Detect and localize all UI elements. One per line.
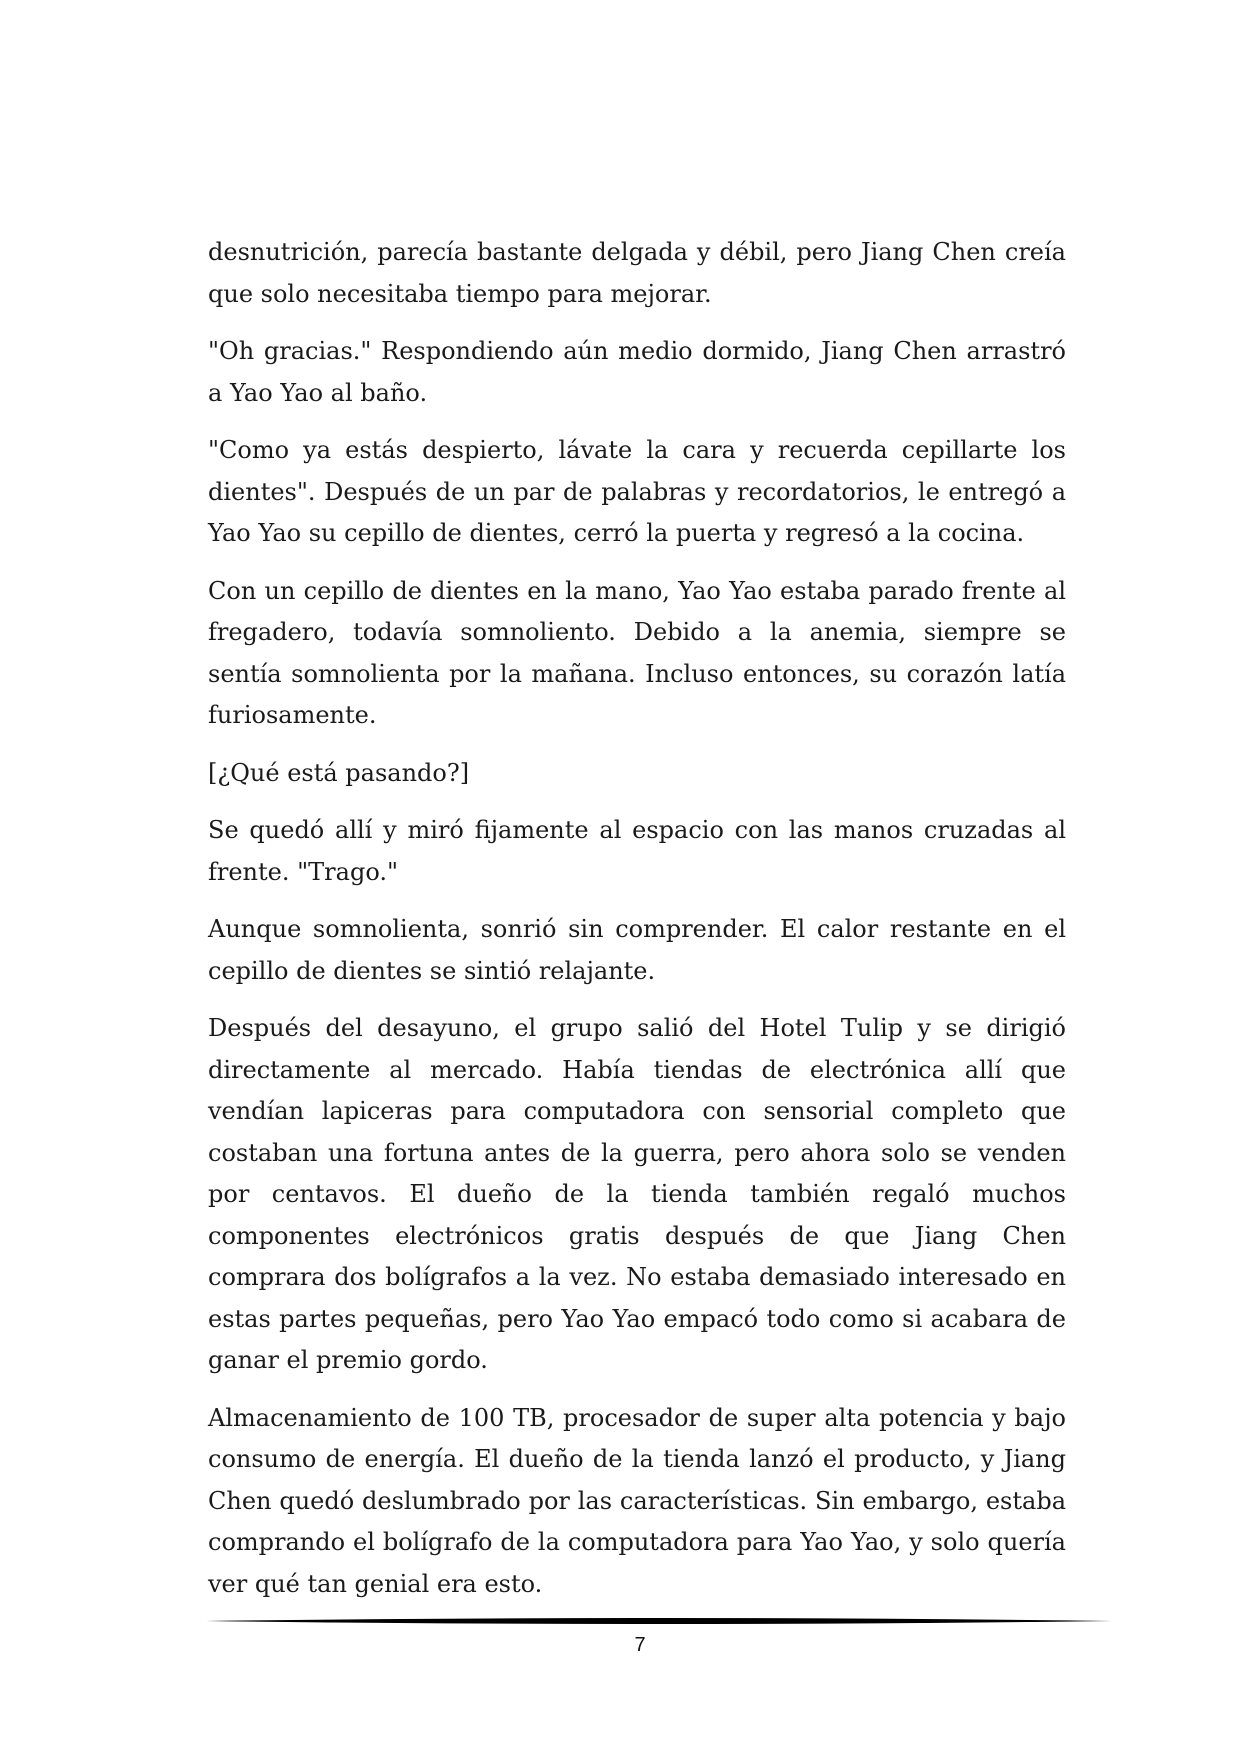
body-text bbox=[208, 232, 1066, 1621]
paragraph: [¿Qué está pasando?] bbox=[208, 758, 470, 787]
paragraph: desnutrición, parecía bastante delgada y débil, pero Jiang Chen creía que solo necesitaba tiempo para mejorar. bbox=[208, 238, 1066, 308]
page-number: 7 bbox=[634, 1634, 646, 1656]
paragraph: Después del desayuno, el grupo salió del Hotel Tulip y se dirigió directamente al mercado. Había tiendas de electrónica allí que vendían lapiceras para computadora con sensorial completo que costaban una fortuna antes de la guerra, pero ahora solo se venden por centavos. El dueño de la tienda también regaló muchos componentes electrónicos gratis después de que Jiang Chen comprara dos bolígrafos a la vez. No estaba demasiado interesado en estas partes pequeñas, pero Yao Yao empacó todo como si acabara de ganar el premio gordo. bbox=[208, 1014, 1066, 1374]
paragraph: "Como ya estás despierto, lávate la cara y recuerda cepillarte los dientes". Después de un par de palabras y recordatorios, le entregó a Yao Yao su cepillo de dientes, cerró la puerta y regresó a la cocina. bbox=[208, 436, 1066, 547]
footer-divider bbox=[206, 1616, 1112, 1626]
paragraph: "Oh gracias." Respondiendo aún medio dormido, Jiang Chen arrastró a Yao Yao al baño. bbox=[208, 337, 1066, 407]
paragraph: Almacenamiento de 100 TB, procesador de super alta potencia y bajo consumo de energía. El dueño de la tienda lanzó el producto, y Jiang Chen quedó deslumbrado por las características. Sin embargo, estaba comprando el bolígrafo de la computadora para Yao Yao, y solo quería ver qué tan genial era esto. bbox=[208, 1403, 1066, 1598]
paragraph: Aunque somnolienta, sonrió sin comprender. El calor restante en el cepillo de dientes se sintió relajante. bbox=[208, 915, 1066, 985]
paragraph: Con un cepillo de dientes en la mano, Yao Yao estaba parado frente al fregadero, todavía somnoliento. Debido a la anemia, siempre se sentía somnolienta por la mañana. Incluso entonces, su corazón latía furiosamente. bbox=[208, 576, 1066, 729]
paragraph: Se quedó allí y miró fijamente al espacio con las manos cruzadas al frente. "Trago." bbox=[208, 816, 1066, 886]
